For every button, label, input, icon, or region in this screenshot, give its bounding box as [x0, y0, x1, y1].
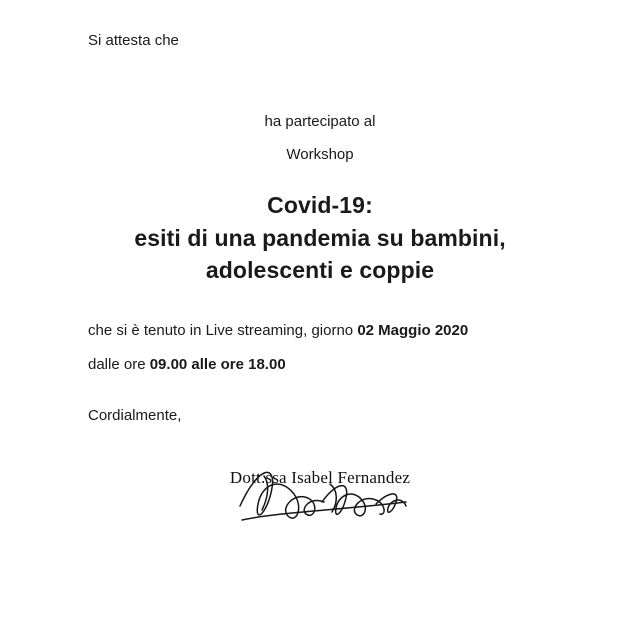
event-hours-row — [88, 355, 552, 375]
event-title-line-3: adolescenti e coppie — [205, 257, 435, 284]
event-hours-prefix: dalle ore — [88, 356, 150, 374]
closing-text: Cordialmente, — [88, 407, 182, 425]
signature-block — [88, 454, 552, 564]
event-title-line-1: Covid-19: — [267, 192, 373, 218]
event-title — [88, 189, 552, 287]
event-header — [88, 113, 552, 163]
participated-label: ha partecipato al — [264, 113, 376, 130]
event-date-value: 02 Maggio 2020 — [357, 321, 469, 339]
signatory-name: Dott.ssa Isabel Fernandez — [229, 468, 411, 488]
event-details — [88, 321, 552, 376]
event-hours-value: 09.00 alle ore 18.00 — [149, 356, 286, 374]
event-title-line-2: esiti di una pandemia su bambini, — [134, 224, 506, 251]
intro-text: Si attesta che — [88, 32, 179, 49]
event-date-prefix: che si è tenuto in Live streaming, giorno — [88, 321, 358, 339]
event-type-label: Workshop — [286, 146, 354, 163]
event-date-row — [88, 321, 552, 341]
participant-name-blank — [88, 51, 552, 113]
